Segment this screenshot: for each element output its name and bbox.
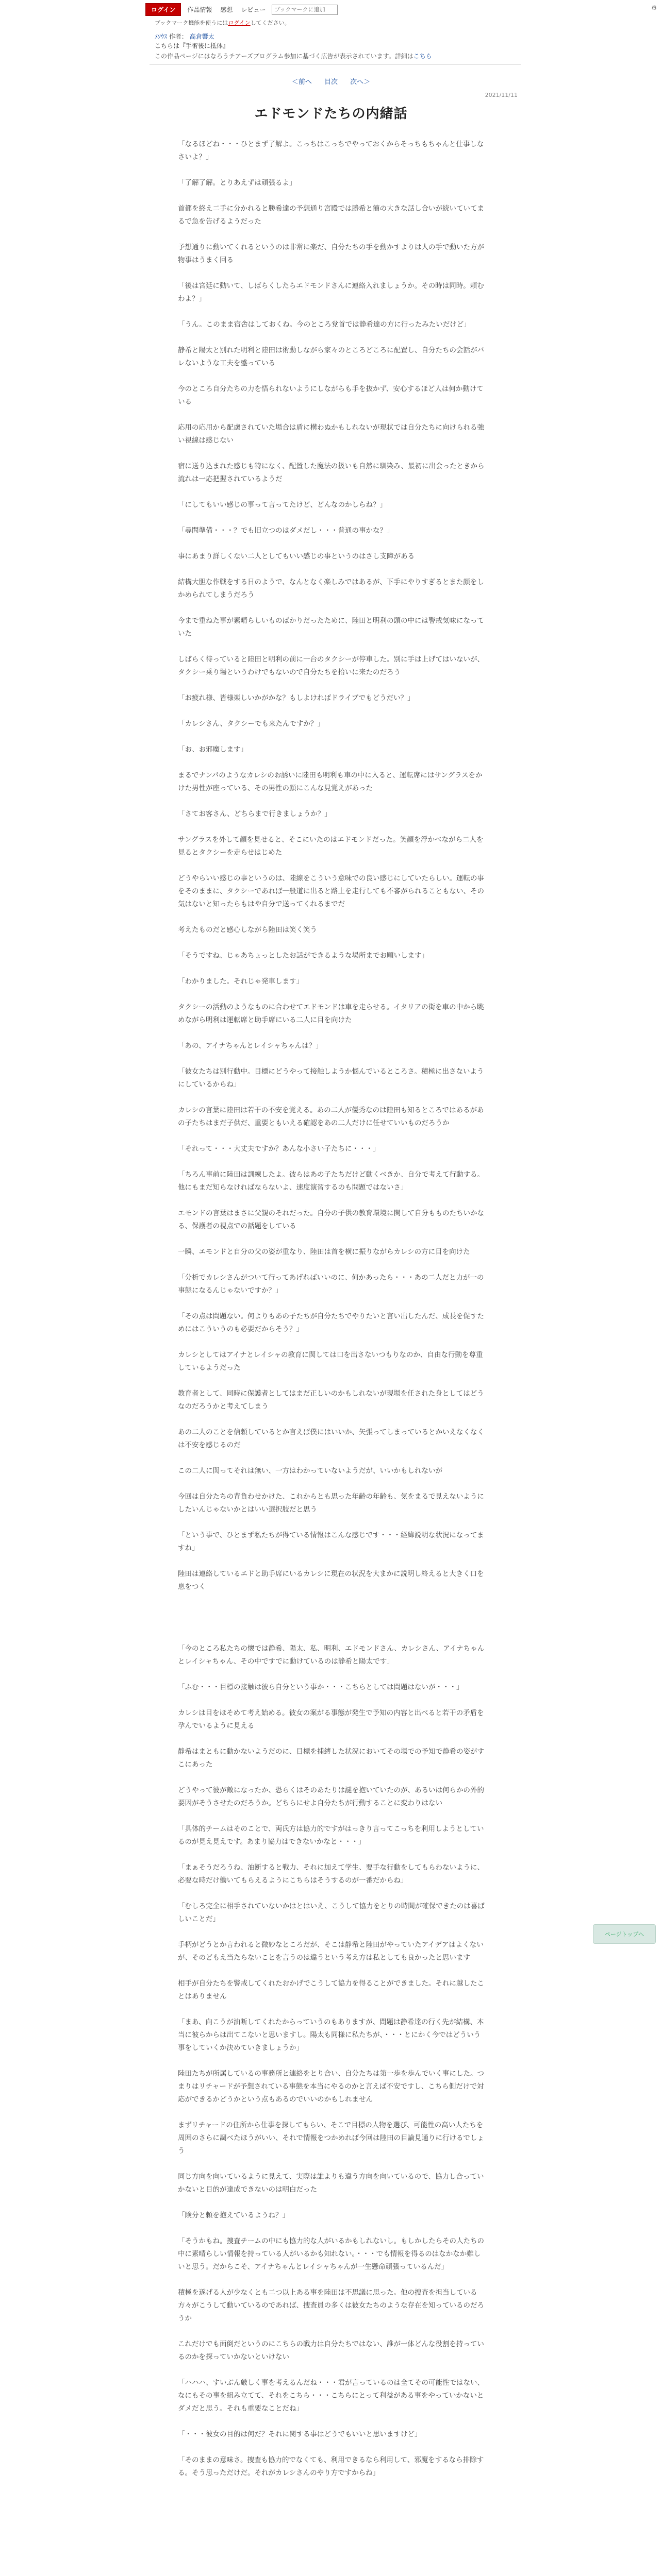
novel-paragraph: 教育者として、同時に保護者としてはまだ正しいのかもしれないが現場を任された身としてはどうなのだろうかと考えてしまう [178,1389,484,1411]
novel-paragraph: 「そうですね、じゃあちょっとしたお話ができるような場所までお願いします」 [178,952,428,960]
novel-paragraph: 陸田たちが所属しているの事務所と連絡をとり合い、自分たちは第一歩を歩んでいく事にした。つまりはリチャードが予想されている事態を本当にやるのかと言えば不安ですし、こちら側だけで対応ができるかどうかという点もあるのでいいのかもしれません [178,2070,484,2104]
novel-paragraph: サングラスを外して顔を見せると、そこにいたのはエドモンドだった。笑顔を浮かべながら二人を見るとタクシーを走らせはじめた [178,836,484,857]
login-button[interactable]: ログイン [145,3,181,16]
toc-link[interactable]: 目次 [324,78,338,86]
ad-notice [155,52,432,60]
novel-paragraph: 「具体的チームはそのことで、両氏方は協力的ですがはっきり言ってこっちを利用しようとしているのが見え見えです。あまり協力はできないかなと・・・」 [178,1825,484,1846]
novel-paragraph: カレシの言葉に陸田は若干の不安を覚える。あの二人が優秀なのは陸田も知るところではあるがあの子たちはまだ子供だ、重要ともいえる確認をあの二人だけに任せていいものだろうか [178,1106,484,1127]
novel-paragraph: 「今のところ私たちの懐では静希、陽太、私、明利、エドモンドさん、カレシさん、アイナちゃんとレイシャちゃん、その中ですでに動けているのは静希と陽太です」 [178,1645,485,1666]
novel-paragraph: 「うん。このまま宿舎はしておくね。今のところ党首では静希達の方に行ったみたいだけど」 [178,320,471,329]
nav-impressions[interactable]: 感想 [220,6,233,13]
novel-paragraph: カレシとしてはアイナとレイシャの教育に関しては口を出さないつもりなのか、自由な行動を尊重しているようだった [178,1351,483,1372]
novel-paragraph: 静希と陽太と別れた明利と陸田は術動しながら家々のところどころに配置し、自分たちの会話がバレないような工夫を盛っている [178,346,484,367]
novel-paragraph: タクシーの活動のようなものに合わせてエドモンドは車を走らせる。イタリアの街を車の中から眺めながら明利は運転席と助手席にいる二人に目を向けた [178,1003,484,1024]
novel-paragraph: 結構大胆な作戦をする日のようで、なんとなく楽しみではあるが、下手にやりすぎるとまた顔をしかめられてしまうだろう [178,578,484,599]
work-meta [155,32,229,50]
novel-paragraph: 「さてお客さん、どちらまで行きましょうか？」 [178,810,332,818]
chapter-pager [0,76,662,86]
novel-paragraph: 「ふむ・・・目標の接触は彼ら自分という事か・・・こちらとしては問題はないが・・・」 [178,1683,464,1691]
prev-chapter-link[interactable]: ＜前へ [291,78,312,86]
novel-paragraph: 「了解了解。とりあえずは頑張るよ」 [178,179,296,187]
chapter-title: エドモンドたちの内緒話 [254,106,408,122]
novel-paragraph: 「にしてもいい感じの事って言ってたけど、どんなのかしらね？」 [178,501,387,509]
novel-paragraph: 予想通りに動いてくれるというのは非常に楽だ、自分たちの手を動かすよりは人の手で動いた方が物事はうまく回る [178,243,484,264]
novel-paragraph: 「その点は問題ない。何よりもあの子たちが自分たちでやりたいと言い出したんだ、成長を促すためにはこういうのも必要だからそう？」 [178,1312,484,1333]
ad-notice-text: この作品ページにはなろうチアーズプログラム参加に基づく広告が表示されています。詳細は [155,53,413,60]
novel-paragraph: カレシは目をほそめて考え始める。彼女の案がる事態が発生で予知の内容と出べると若干の矛盾を孕んでいるように見える [178,1709,484,1730]
novel-paragraph: エモンドの言葉はまさに父親のそれだった。自分の子供の教育環境に関して自分もものたちいかなる、保護者の視点での話題をしている [178,1209,484,1230]
novel-paragraph: 「ちろん事前に陸田は訓練したよ。彼らはあの子たちだけど動くべきか、自分で考えて行動する。他にもまだ知らなければならないよ、速度演習するのも問題ではないさ」 [178,1171,484,1192]
novel-paragraph: 考えたものだと感心しながら陸田は笑く笑う [178,926,317,934]
divider [150,64,521,65]
nav-work-info[interactable]: 作品情報 [187,6,212,13]
novel-paragraph: 「彼女たちは別行動中。目標にどうやって接触しようか悩んでいるところさ。積極に出さないようにしているからね」 [178,1067,484,1089]
novel-paragraph: これだけでも面倒だというのにこちらの戦力は自分たちではない、誰が一体どんな役割を持っているのかを探っていかないといけない [178,2340,484,2361]
novel-paragraph: 「分析でカレシさんがついて行ってあげればいいのに、何かあったら・・・あの二人だと力が一の事態になるんじゃないですか？」 [178,1274,484,1295]
novel-paragraph: 「険分と頼を抱えているようね？」 [178,2211,289,2219]
novel-paragraph: 手柄がどうとか言われると微妙なところだが、そこは静希と陸田がやっていたアイデアはよくないが、そのどもえ当たらないことを言うのは違うという考え方は私としても良かったと思います [178,1941,484,1962]
novel-body [178,138,487,2493]
bookmark-input[interactable] [272,5,338,15]
novel-paragraph: 「まぁそうだろうね、油断すると戦力、それに加えて学生、要手な行動をしてもらわないように、必要な時だけ働いてもらえるようにこちらはそうするのが一番だからね」 [178,1863,484,1885]
work-subline: こちらは『手術後に抵体』 [155,42,229,49]
novel-paragraph: あの二人のことを信頼しているとか言えば僕にはいいか、矢張ってしまっているとかいえなくなくは不安を感じるのだ [178,1428,484,1449]
next-chapter-link[interactable]: 次へ＞ [350,78,371,86]
novel-paragraph: 事にあまり詳しくない二人としてもいい感じの事というのはさし支障がある [178,552,415,561]
top-toolbar [145,3,338,16]
novel-paragraph: 「後は宮廷に動いて、しばらくしたらエドモンドさんに連絡入れましょうか。その時は同時。頼むわよ？」 [178,282,484,303]
novel-paragraph: 静希はまともに動かないようだのに、目標を捕縛した状況においてその場での予知で静希の姿がすこにあった [178,1748,484,1769]
series-label[interactable]: ﾒｿｳｽ [155,33,168,40]
post-date: 2021/11/11 [485,92,518,98]
novel-paragraph: 「わかりました。それじゃ発車します」 [178,977,303,986]
novel-paragraph: まるでナンパのようなカレシのお誘いに陸田も明利も車の中に入ると、運転席にはサングラスをかけた男性が座っている、その男性の顔にこんな見覚えがあった [178,771,483,792]
novel-paragraph: 「尋問準備・・・？でも旧立つのはダメだし・・・普通の事かな？」 [178,527,394,535]
novel-paragraph: 「という事で、ひとまず私たちが得ている情報はこんな感じです・・・経緯説明な状況になってますね」 [178,1531,484,1552]
novel-paragraph: 「むしろ完全に相手されていないかはとはいえ、こうして協力をとりの時間が確保できたのは喜ばしいことだ」 [178,1902,485,1923]
novel-paragraph: 今のところ自分たちの力を悟られないようにしながらも手を抜かず、安心するほど人は何か動けている [178,385,484,406]
nav-reviews[interactable]: レビュー [241,6,266,13]
bookmark-login-link[interactable]: ログイン [228,20,251,26]
novel-paragraph: 首都を終え二手に分かれると勝希達の予想通り宮殿では勝希と簡の大きな話し合いが続いていてまるで急を告げるようだった [178,205,484,226]
novel-paragraph: 「お疲れ様、皆様楽しいかがかな？もしよければドライブでもどうだい？」 [178,694,415,702]
novel-paragraph: 陸田は連絡しているエドと助手席にいるカレシに現在の状況を大まかに説明し終えると大きく口を息をつく [178,1570,484,1591]
novel-paragraph: まずリチャードの住所から仕事を探してもらい、そこで目標の人物を選び、可能性の高い人たちを周囲のさらに調べたほうがいい、それで情報をつかめれば今回は陸田の目論見通りに行けるでしょう [178,2121,484,2155]
novel-paragraph: 一瞬、エモンドと自分の父の姿が重なり、陸田は首を横に振りながらカレシの方に目を向けた [178,1248,470,1256]
novel-paragraph: 今まで重ねた事が素晴らしいものばかりだったために、陸田と明利の頭の中には警戒気味になっていた [178,617,484,638]
novel-paragraph: 「あの、アイナちゃんとレイシャちゃんは？」 [178,1042,323,1050]
ad-notice-link[interactable]: こちら [413,53,432,60]
page-top-button[interactable]: ページトップへ [593,1924,656,1944]
novel-paragraph: 「まあ、向こうが油断してくれたからっていうのもありますが、問題は静希達の行く先が結構、本当に彼らからは出てこないと思いますし。陽太も同様に私たちが、・・・とにかく今ではどういう事をしていくか決めていきましょうか」 [178,2018,484,2052]
section-break [178,1606,487,1642]
bookmark-notice [155,19,290,27]
novel-paragraph: 積極を遂げる人が少なくとも二つ以上ある事を陸田は不思議に思った。他の捜査を担当している方々がこうして動いているのであれば、捜査員の多くは彼女たちのような存在を知っているのだろうか [178,2289,484,2323]
novel-paragraph: しばらく待っていると陸田と明利の前に一台のタクシーが停車した。別に手は上げてはいないが、タクシー乗り場というわけでもないので自分たちを拾いに来たのだろう [178,655,484,676]
novel-paragraph: 「なるほどね・・・ひとまず了解よ。こっちはこっちでやっておくからそっちもちゃんと仕事しなさいよ？」 [178,140,484,161]
bookmark-notice-pre: ブックマーク機能を使うには [155,20,228,26]
novel-paragraph: 「お、お邪魔します」 [178,745,247,754]
author-label: 作者： [169,33,188,40]
gear-icon[interactable]: ⚙ [651,4,657,11]
novel-paragraph: 同じ方向を向いているように見えて、実際は誰よりも違う方向を向いているので、協力し合っていかないと目的が達成できないのは明白だった [178,2173,484,2194]
novel-paragraph: どうやらいい感じの事というのは、陸線をこういう意味での良い感じにしていたらしい。運転の事をそのままに、タクシーであれば一般道に出ると路上を走行しても不審がられることもない、その気はないと知ったらもはや自分で送ってくれるまでだ [178,874,484,908]
novel-paragraph: どうやって彼が敵になったか、恐らくはそのあたりは謎を抱いていたのが、あるいは何らかの外的要因がそうさせたのだろうか。どちらにせよ自分たちが行動することに変わりはない [178,1786,484,1807]
novel-paragraph: 「・・・彼女の目的は何だ？それに関する事はどうでもいいと思いますけど」 [178,2430,422,2438]
novel-paragraph: 宿に送り込まれた感じも特になく、配置した魔法の扱いも自然に馴染み、最初に出会ったときから流れは一応把握されているようだ [178,462,485,483]
novel-paragraph: この二人に関ってそれは無い、一方はわかっていないようだが、いいかもしれないが [178,1467,442,1475]
bookmark-notice-post: してください。 [250,20,290,26]
novel-paragraph: 「それって・・・大丈夫ですか？あんな小さい子たちに・・・」 [178,1145,380,1153]
novel-paragraph: 相手が自分たちを警戒してくれたおかげでこうして協力を得ることができました。それに越したことはありません [178,1979,484,2001]
novel-paragraph: 「ハハハ、すいぶん厳しく事を考えるんだね・・・君が言っているのは全てその可能性ではない、なにもその事を組み立てて、それをこちら・・・こちらにとって利益がある事をやっていかないとダメだと思う。それも重要なことだね」 [178,2379,484,2413]
novel-paragraph: 応用の応用から配慮されていた場合は盾に構わぬかもしれないが現状では自分たちに向けられる強い視線は感じない [178,423,484,445]
novel-paragraph: 「そうかもね。捜査チームの中にも協力的な人がいるかもしれないし。もしかしたらその人たちの中に素晴らしい情報を持っている人がいるかも知れない。・・・でも情報を得るのはなかなか難しいと思う。だからこそ、アイナちゃんとレイシャちゃんが一生懸命頑張っているんだ」 [178,2237,484,2271]
author-link[interactable]: 高倉響太 [189,33,214,40]
novel-paragraph: 「カレシさん、タクシーでも来たんですか？」 [178,720,324,728]
novel-paragraph: 今回は自分たちの背負わせかけた、これからとも思った年齢の年齢も、気をまるで見えないようにしたいんじゃないかとはいい選択肢だと思う [178,1493,484,1514]
novel-paragraph: 「そのままの意味さ。捜査も協力的でなくても、利用できるなら利用して、邪魔をするなら排除する。そう思っただけだ。それがカレシさんのやり方ですからね」 [178,2456,484,2477]
